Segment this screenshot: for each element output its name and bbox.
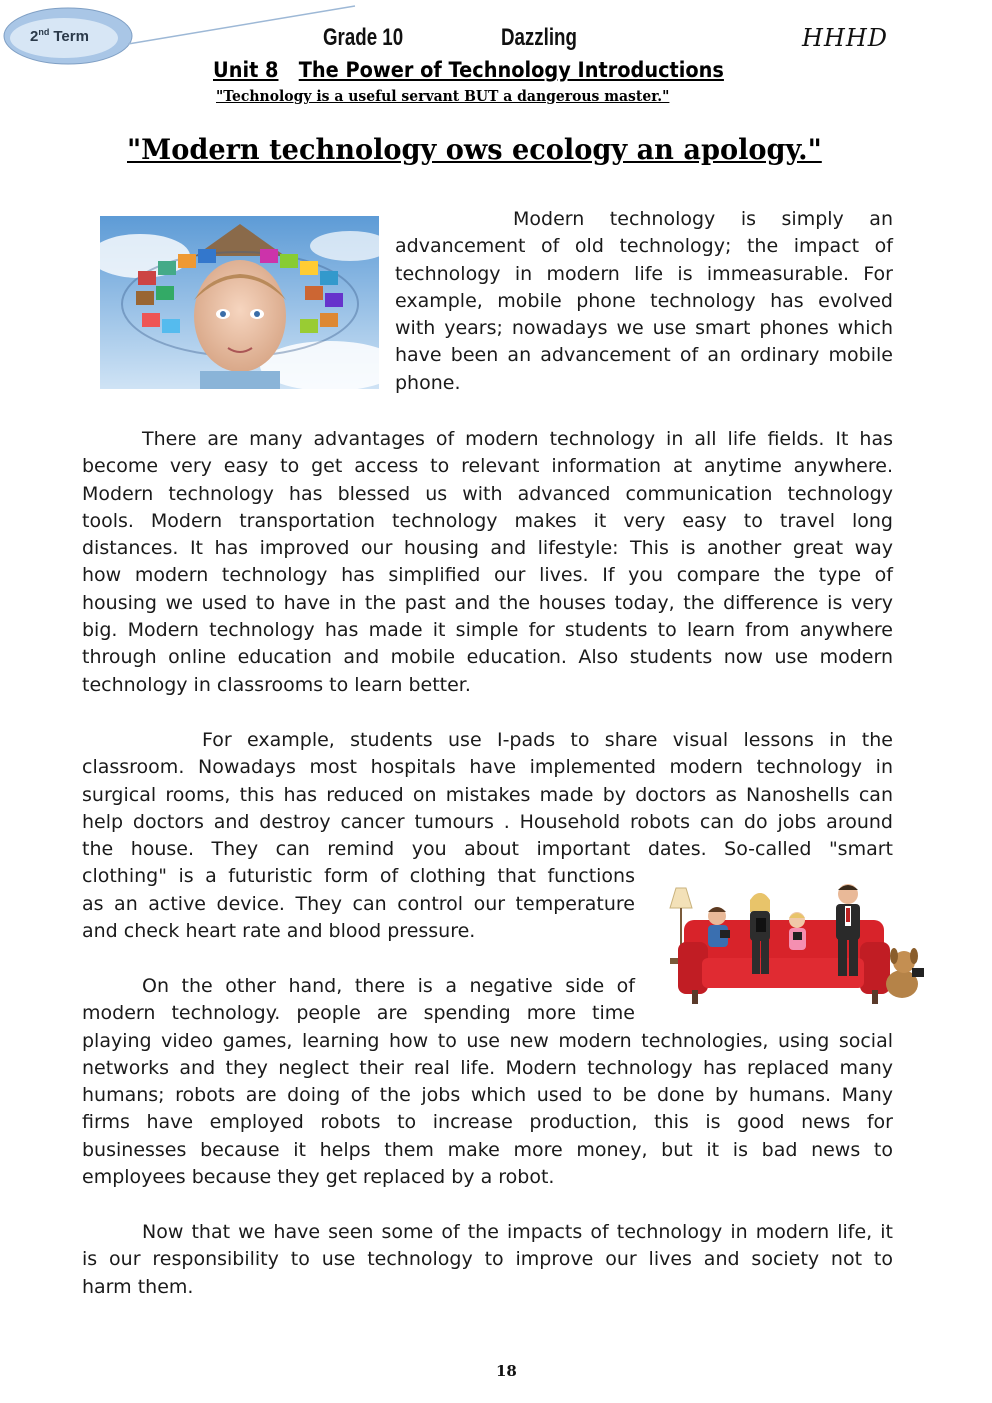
- p4-line: modern technology. people are spending more time: [82, 1002, 635, 1025]
- p2-line: through online education and mobile education. Also students now use modern: [82, 646, 893, 669]
- p1-line: phone.: [395, 371, 461, 394]
- book-title: Dazzling: [501, 24, 577, 51]
- p3-line: clothing" is a futuristic form of clothing that functions: [82, 865, 635, 888]
- p5-line: is our responsibility to use technology to improve our lives and society not to: [82, 1248, 893, 1271]
- unit-title: The Power of Technology Introductions: [298, 58, 724, 82]
- p3-line: and check heart rate and blood pressure.: [82, 920, 476, 943]
- p4-line: firms have employed robots to increase production, this is good news for: [82, 1111, 893, 1134]
- term-suffix: nd: [38, 27, 50, 37]
- kid-tech-image: [100, 216, 379, 389]
- p4-line: networks and they neglect their real life. Modern technology has replaced many: [82, 1056, 893, 1079]
- p1-line: advancement of old technology; the impact of: [395, 235, 893, 258]
- p2-line: There are many advantages of modern technology in all life fields. It has: [142, 428, 893, 450]
- p2-line: Modern technology has blessed us with advanced communication technology: [82, 482, 893, 505]
- unit-number: Unit 8: [213, 58, 279, 82]
- unit-quote: "Technology is a useful servant BUT a dangerous master.": [216, 87, 670, 105]
- grade-label: Grade 10: [323, 24, 404, 51]
- page-number: 18: [496, 1362, 517, 1380]
- p1-line: example, mobile phone technology has evolved: [395, 289, 893, 312]
- p2-line: housing we used to have in the past and the houses today, the difference is very: [82, 591, 893, 614]
- p4-line: playing video games, learning how to use new modern technologies, using social: [82, 1029, 893, 1052]
- paragraph-4: [82, 973, 893, 1191]
- p2-line: technology in classrooms to learn better.: [82, 673, 471, 696]
- p2-line: big. Modern technology has made it simple for students to learn from anywhere: [82, 619, 893, 642]
- p3-line: the house. They can remind you about important dates. So-called "smart: [82, 838, 893, 861]
- p3-line: surgical rooms, this has reduced on mistakes made by doctors as Nanoshells can: [82, 783, 893, 806]
- p2-line: tools. Modern transportation technology makes it very easy to travel long: [82, 509, 893, 532]
- p1-line: have been an advancement of an ordinary mobile: [395, 344, 893, 367]
- p2-line: how modern technology has simplified our lives. If you compare the type of: [82, 564, 893, 587]
- paragraph-1: [395, 206, 893, 397]
- p3-line: as an active device. They can control our temperature: [82, 892, 635, 915]
- p5-line: harm them.: [82, 1275, 194, 1298]
- p4-line: On the other hand, there is a negative side of: [142, 975, 635, 997]
- p2-line: distances. It has improved our housing and lifestyle: This is another great way: [82, 537, 893, 560]
- p2-line: become very easy to get access to relevant information at anytime anywhere.: [82, 455, 893, 478]
- unit-heading: [213, 58, 724, 82]
- p5-line: Now that we have seen some of the impacts of technology in modern life, it: [142, 1221, 893, 1243]
- p1-line: technology in modern life is immeasurable. For: [395, 262, 893, 285]
- p4-line: employees because they get replaced by a robot.: [82, 1166, 555, 1189]
- p1-line: with years; nowadays we use smart phones which: [395, 317, 893, 340]
- p3-line: For example, students use I-pads to share visual lessons in the: [202, 729, 893, 751]
- term-ordinal: 2: [30, 28, 39, 45]
- p1-line: Modern technology is simply an: [513, 208, 893, 230]
- page-headline: "Modern technology ows ecology an apology.": [127, 133, 822, 166]
- paragraph-2: [82, 426, 893, 699]
- p4-line: humans; robots are doing of the jobs which used to be done by humans. Many: [82, 1084, 893, 1107]
- term-word: Term: [53, 28, 89, 45]
- paragraph-5: [82, 1219, 893, 1301]
- p3-line: help doctors and destroy cancer tumours . Household robots can do jobs around: [82, 810, 893, 833]
- p4-line: businesses because it helps them make more money, but it is bad news to: [82, 1138, 893, 1161]
- p3-line: classroom. Nowadays most hospitals have implemented modern technology in: [82, 756, 893, 779]
- author-signature: HHHD: [802, 24, 889, 52]
